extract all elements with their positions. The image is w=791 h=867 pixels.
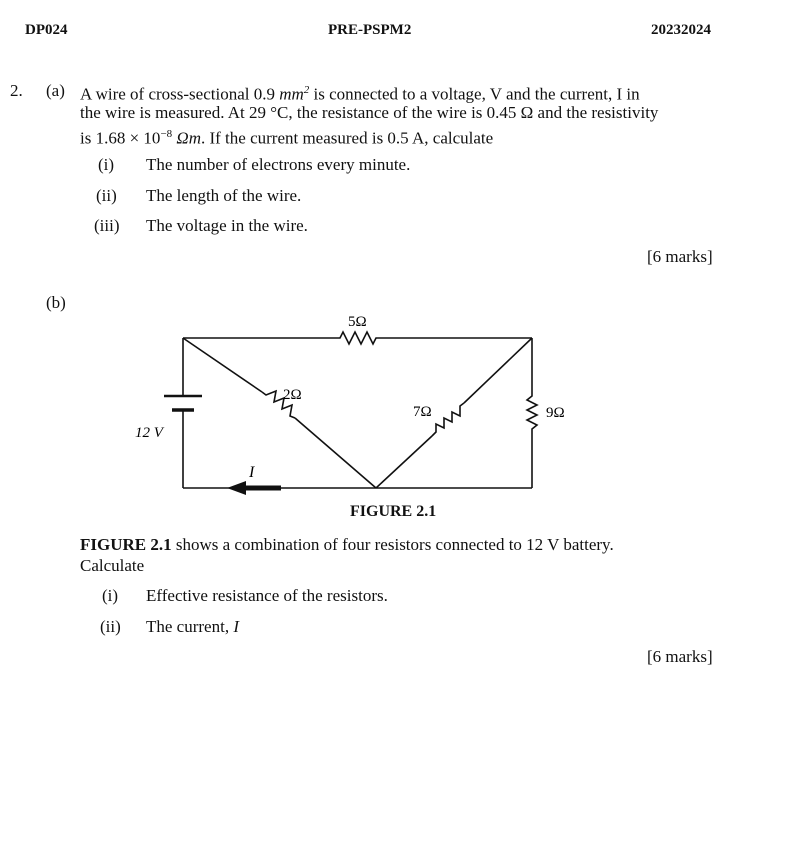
current-label: I — [249, 464, 255, 481]
part-a-line-1-start: A wire of cross-sectional — [80, 84, 254, 104]
resistor-7ohm-zigzag — [432, 403, 464, 436]
resistor-5ohm-label: 5Ω — [348, 314, 367, 330]
part-b-item-2-num: (ii) — [100, 617, 121, 636]
resistor-9ohm-label: 9Ω — [546, 405, 565, 421]
part-b-calculate: Calculate — [80, 556, 145, 575]
part-a-label: (a) — [46, 81, 65, 100]
wire-diag-right-lower — [376, 436, 432, 488]
wire-diag-left-upper — [183, 338, 262, 392]
question-number: 2. — [10, 81, 23, 100]
part-a-item-3-num: (iii) — [94, 216, 120, 235]
part-b-description — [80, 534, 614, 555]
resistivity-exponent: −8 — [160, 128, 173, 140]
part-a-line-2: the wire is measured. At 29 °C, the resistance of the wire is 0.45 Ω and the resistivity — [80, 103, 659, 122]
part-a-marks: [6 marks] — [647, 247, 713, 266]
battery-voltage-label: 12 V — [135, 425, 163, 441]
header-exam-name: PRE-PSPM2 — [328, 22, 412, 38]
current-arrow-head — [227, 481, 246, 495]
header-session: 20232024 — [651, 22, 711, 38]
figure-caption: FIGURE 2.1 — [350, 503, 437, 520]
area-value: 0.9 — [253, 84, 275, 104]
area-unit-exponent: 2 — [303, 84, 310, 96]
resistor-7ohm-label: 7Ω — [413, 404, 432, 420]
part-a-item-3-text: The voltage in the wire. — [146, 216, 308, 235]
part-b-item-2 — [146, 616, 239, 637]
part-a-item-1-text: The number of electrons every minute. — [146, 155, 411, 174]
part-a-item-2-text: The length of the wire. — [146, 186, 302, 205]
area-unit: mm — [279, 84, 304, 104]
part-b-item-2-symbol: I — [233, 617, 239, 636]
part-b-marks: [6 marks] — [647, 647, 713, 666]
part-a-line-1-end: is connected to a voltage, V and the current, I in — [309, 84, 640, 104]
header-course-code: DP024 — [25, 22, 68, 38]
resistor-2ohm-label: 2Ω — [283, 387, 302, 403]
part-b-item-1-text: Effective resistance of the resistors. — [146, 586, 388, 605]
part-b-description-text: shows a combination of four resistors connected to 12 V battery. — [171, 535, 614, 554]
figure-reference: FIGURE 2.1 — [80, 535, 172, 554]
part-b-label: (b) — [46, 293, 66, 312]
part-b-item-2-text: The current, — [146, 617, 234, 636]
part-b-item-1-num: (i) — [102, 586, 119, 605]
resistor-5ohm-zigzag — [320, 332, 398, 344]
wire-diag-left-lower — [295, 418, 376, 488]
part-a-line-3-end: . If the current measured is 0.5 A, calculate — [200, 128, 494, 148]
wire-diag-right-upper — [464, 338, 532, 403]
part-a-item-1-num: (i) — [98, 155, 115, 174]
resistivity-value: is 1.68 × 10 — [80, 128, 161, 148]
resistor-9ohm-zigzag — [527, 392, 537, 434]
part-a-item-2-num: (ii) — [96, 186, 117, 205]
resistivity-unit: Ωm — [172, 128, 201, 148]
